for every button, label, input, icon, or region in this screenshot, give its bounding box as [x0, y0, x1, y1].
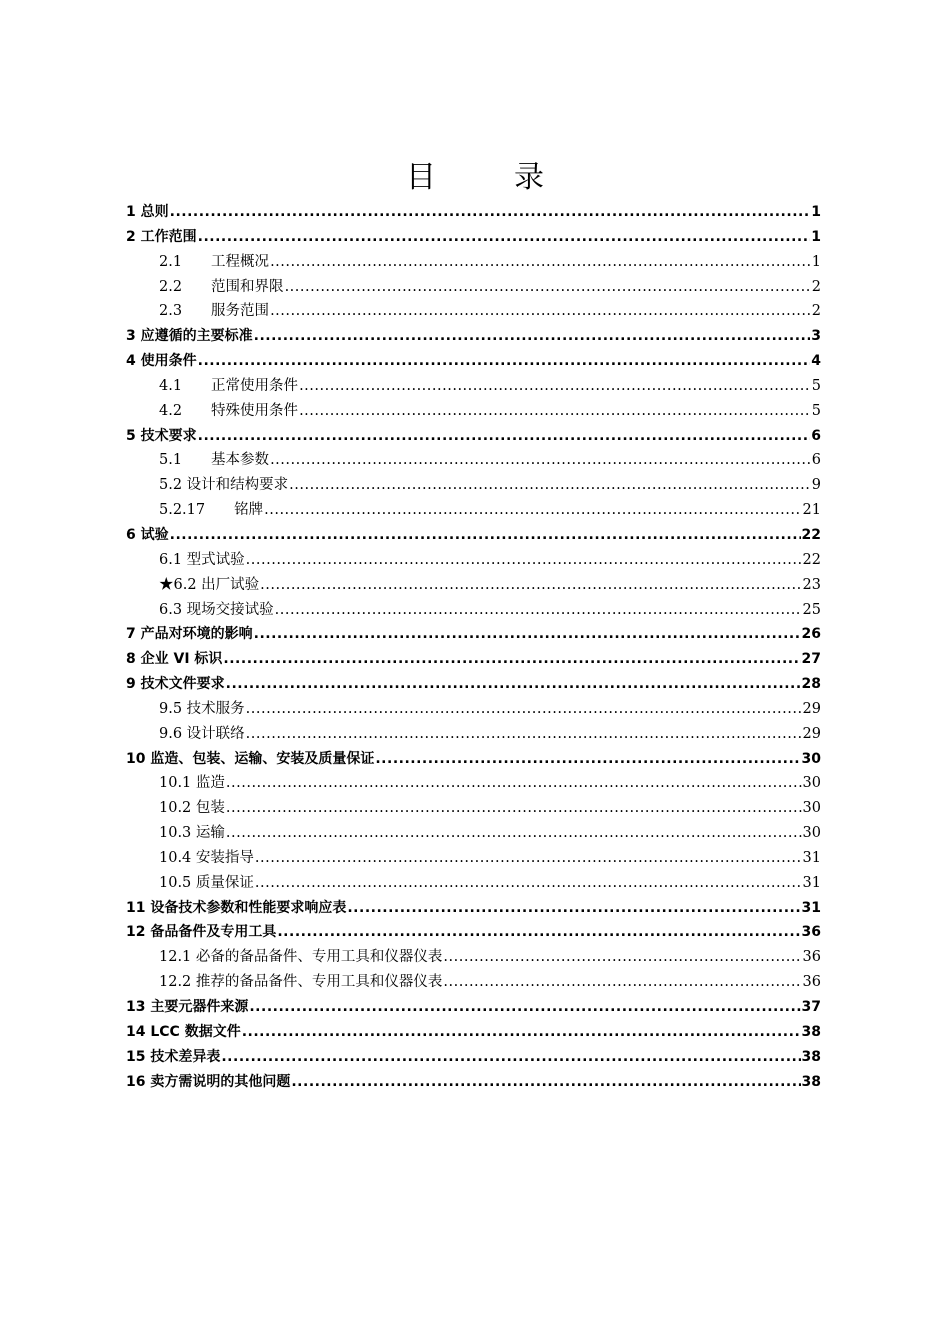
toc-dot-leader [277, 920, 800, 945]
toc-dot-leader [170, 200, 811, 225]
toc-page-number: 9 [811, 477, 821, 494]
toc-dot-leader [226, 771, 802, 796]
toc-page-number: 30 [802, 825, 821, 842]
toc-entry-label: 1 总则 [126, 204, 169, 220]
toc-section-entry[interactable] [126, 747, 821, 772]
toc-dot-leader [291, 1070, 800, 1095]
toc-page-number: 5 [811, 402, 821, 419]
toc-entry-label: 8 企业 VI 标识 [126, 651, 223, 668]
toc-entry-label: 12.1 必备的备品备件、专用工具和仪器仪表 [159, 949, 443, 966]
toc-dot-leader [264, 498, 801, 523]
toc-entry-label: 2 工作范围 [126, 228, 197, 245]
toc-dot-leader [246, 697, 802, 722]
toc-dot-leader [270, 448, 811, 473]
toc-dot-leader [443, 945, 801, 970]
toc-dot-leader [270, 250, 811, 275]
toc-subsection-entry[interactable] [126, 722, 821, 747]
toc-entry-label: 10.3 运输 [159, 825, 225, 842]
toc-dot-leader [226, 796, 802, 821]
toc-dot-leader [249, 995, 800, 1020]
toc-section-entry[interactable] [126, 324, 821, 349]
toc-page-number: 1 [811, 253, 821, 270]
toc-page-number: 38 [801, 1073, 821, 1090]
toc-page-number: 29 [802, 700, 821, 717]
page-title: 目 录 [406, 160, 568, 196]
toc-entry-label: 2.3 服务范围 [159, 303, 270, 320]
toc-entry-label: 10.2 包装 [159, 800, 225, 817]
toc-entry-label: 10 监造、包装、运输、安装及质量保证 [126, 750, 375, 767]
toc-dot-leader [443, 970, 801, 995]
toc-page-number: 38 [801, 1023, 821, 1040]
toc-subsection-entry[interactable] [126, 846, 821, 871]
toc-entry-label: 9.5 技术服务 [159, 700, 245, 717]
toc-section-entry[interactable] [126, 1020, 821, 1045]
toc-section-entry[interactable] [126, 622, 821, 647]
toc-page-number: 1 [811, 228, 821, 245]
toc-entry-label: 10.4 安装指导 [159, 849, 254, 866]
toc-subsection-entry[interactable] [126, 598, 821, 623]
toc-entry-label: 14 LCC 数据文件 [126, 1023, 241, 1040]
toc-entry-label: 2.2 范围和界限 [159, 278, 284, 295]
toc-section-entry[interactable] [126, 349, 821, 374]
toc-page-number: 30 [802, 800, 821, 817]
toc-entry-label: 4 使用条件 [126, 353, 197, 370]
toc-entry-label: 5.2 设计和结构要求 [159, 477, 289, 494]
toc-dot-leader [254, 324, 811, 349]
toc-entry-label: 2.1 工程概况 [159, 253, 270, 270]
toc-dot-leader [170, 523, 801, 548]
toc-entry-label: 16 卖方需说明的其他问题 [126, 1073, 291, 1090]
toc-subsection-entry[interactable] [126, 399, 821, 424]
toc-dot-leader [198, 424, 811, 449]
toc-section-entry[interactable] [126, 225, 821, 250]
toc-dot-leader [299, 374, 811, 399]
toc-entry-label: 6.1 型式试验 [159, 551, 245, 568]
toc-page-number: 27 [801, 651, 821, 668]
toc-subsection-entry[interactable] [126, 871, 821, 896]
toc-dot-leader [270, 299, 811, 324]
toc-page-number: 5 [811, 377, 821, 394]
toc-entry-label: 7 产品对环境的影响 [126, 626, 253, 643]
toc-section-entry[interactable] [126, 995, 821, 1020]
toc-dot-leader [198, 349, 811, 374]
toc-entry-label: 15 技术差异表 [126, 1048, 221, 1065]
toc-subsection-entry[interactable] [126, 299, 821, 324]
toc-page-number: 28 [801, 676, 821, 693]
toc-page-number: 21 [802, 502, 821, 519]
toc-page-number: 36 [802, 974, 821, 991]
toc-dot-leader [198, 225, 811, 250]
toc-subsection-entry[interactable] [126, 448, 821, 473]
toc-section-entry[interactable] [126, 523, 821, 548]
toc-dot-leader [226, 672, 801, 697]
toc-dot-leader [375, 747, 800, 772]
toc-subsection-entry[interactable] [126, 498, 821, 523]
toc-entry-label: 6.3 现场交接试验 [159, 601, 274, 618]
toc-entry-label: 13 主要元器件来源 [126, 999, 249, 1015]
toc-page-number: 23 [802, 576, 821, 593]
toc-dot-leader [275, 598, 802, 623]
toc-subsection-entry[interactable] [126, 548, 821, 573]
toc-page-number: 6 [811, 427, 821, 444]
toc-section-entry[interactable] [126, 200, 821, 225]
toc-dot-leader [260, 573, 801, 598]
toc-subsection-entry[interactable] [126, 771, 821, 796]
toc-dot-leader [226, 821, 802, 846]
toc-subsection-entry[interactable] [126, 275, 821, 300]
toc-entry-label: 12.2 推荐的备品备件、专用工具和仪器仪表 [159, 974, 443, 991]
toc-entry-label: 11 设备技术参数和性能要求响应表 [126, 899, 347, 916]
toc-page-number: 29 [802, 725, 821, 742]
toc-subsection-entry[interactable] [126, 821, 821, 846]
toc-dot-leader [254, 622, 801, 647]
toc-dot-leader [246, 722, 802, 747]
toc-section-entry[interactable] [126, 1070, 821, 1095]
toc-subsection-entry[interactable] [126, 945, 821, 970]
toc-page-number: 30 [801, 750, 821, 767]
toc-page-number: 4 [811, 353, 821, 370]
toc-page-number: 2 [811, 303, 821, 320]
toc-subsection-entry[interactable] [126, 573, 821, 598]
toc-entry-label: 5.2.17 铭牌 [159, 502, 264, 519]
toc-entry-label: 6 试验 [126, 526, 169, 543]
toc-page-number: 31 [801, 899, 821, 916]
toc-page-number: 2 [811, 278, 821, 295]
toc-page-number: 36 [801, 924, 821, 941]
toc-page-number: 31 [802, 849, 821, 866]
toc-section-entry[interactable] [126, 1045, 821, 1070]
toc-entry-label: 4.1 正常使用条件 [159, 377, 299, 394]
toc-page-number: 1 [811, 204, 821, 220]
toc-entry-label: 5.1 基本参数 [159, 452, 270, 469]
toc-dot-leader [246, 548, 802, 573]
toc-page-number: 22 [802, 551, 821, 568]
toc-entry-label: ★6.2 出厂试验 [159, 576, 260, 593]
toc-section-entry[interactable] [126, 647, 821, 672]
toc-entry-label: 9.6 设计联络 [159, 725, 245, 742]
toc-subsection-entry[interactable] [126, 697, 821, 722]
toc-section-entry[interactable] [126, 672, 821, 697]
toc-entry-label: 9 技术文件要求 [126, 676, 225, 693]
toc-section-entry[interactable] [126, 424, 821, 449]
toc-dot-leader [242, 1020, 801, 1045]
toc-subsection-entry[interactable] [126, 473, 821, 498]
toc-page-number: 30 [802, 775, 821, 792]
toc-entry-label: 5 技术要求 [126, 427, 197, 444]
toc-entry-label: 4.2 特殊使用条件 [159, 402, 299, 419]
toc-dot-leader [299, 399, 811, 424]
toc-dot-leader [289, 473, 811, 498]
toc-page-number: 36 [802, 949, 821, 966]
toc-page-number: 26 [801, 626, 821, 643]
toc-dot-leader [255, 846, 802, 871]
toc-dot-leader [347, 896, 800, 921]
toc-dot-leader [255, 871, 802, 896]
toc-subsection-entry[interactable] [126, 970, 821, 995]
table-of-contents [126, 200, 821, 1094]
toc-page-number: 3 [811, 328, 821, 345]
toc-page-number: 25 [802, 601, 821, 618]
toc-page-number: 6 [811, 452, 821, 469]
toc-dot-leader [223, 647, 800, 672]
toc-page-number: 38 [801, 1048, 821, 1065]
toc-subsection-entry[interactable] [126, 796, 821, 821]
toc-page-number: 37 [801, 999, 821, 1015]
toc-page-number: 22 [801, 526, 821, 543]
toc-section-entry[interactable] [126, 920, 821, 945]
toc-dot-leader [285, 275, 811, 300]
toc-entry-label: 10.1 监造 [159, 775, 225, 792]
toc-dot-leader [221, 1045, 800, 1070]
toc-subsection-entry[interactable] [126, 374, 821, 399]
toc-section-entry[interactable] [126, 896, 821, 921]
toc-page-number: 31 [802, 874, 821, 891]
toc-subsection-entry[interactable] [126, 250, 821, 275]
toc-entry-label: 12 备品备件及专用工具 [126, 924, 277, 941]
toc-entry-label: 10.5 质量保证 [159, 874, 254, 891]
toc-entry-label: 3 应遵循的主要标准 [126, 328, 253, 345]
